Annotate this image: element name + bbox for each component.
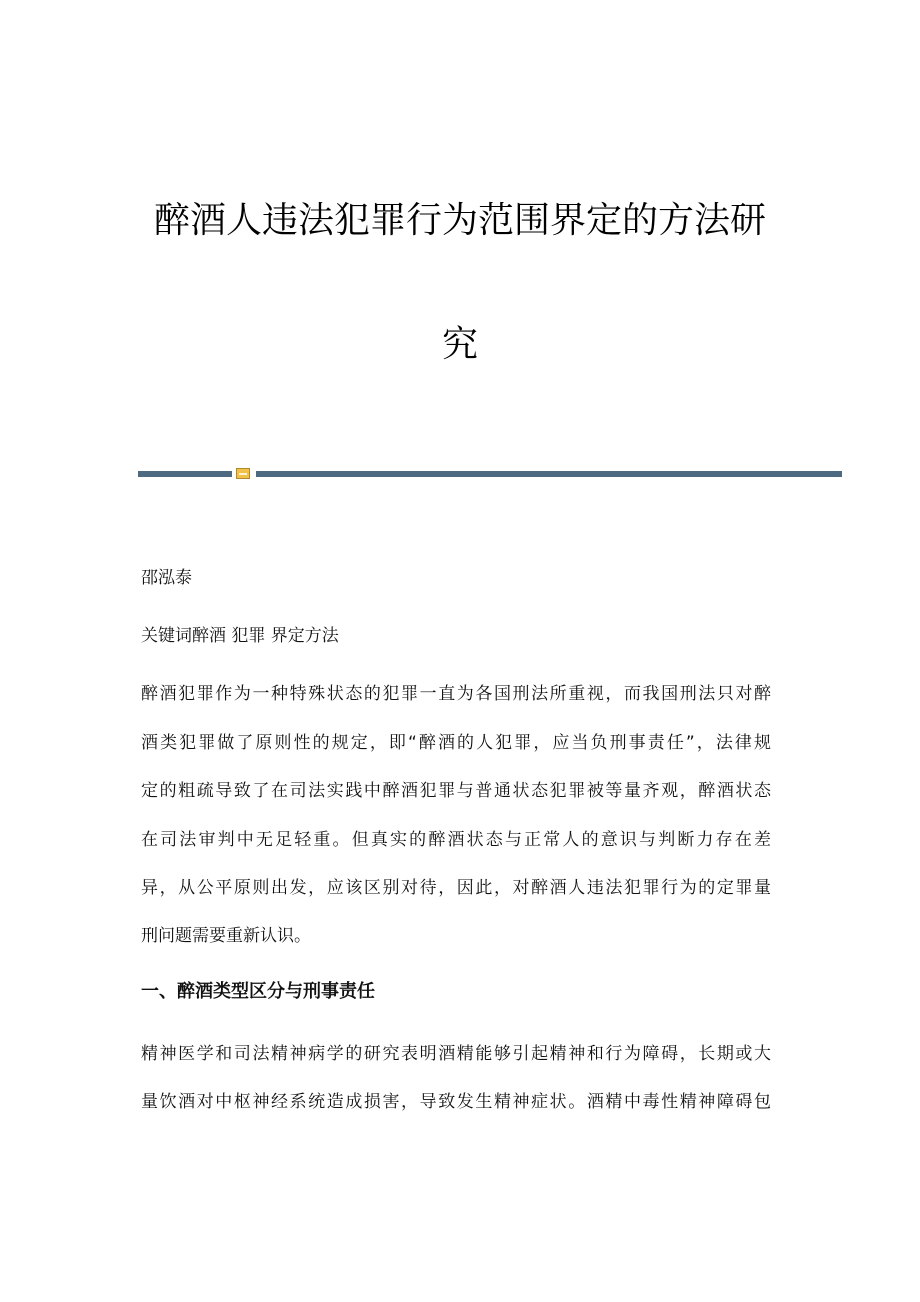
paragraph-1-line: 定的粗疏导致了在司法实践中醉酒犯罪与普通状态犯罪被等量齐观，醉酒状态 [141,781,771,801]
paragraph-1-line: 刑问题需要重新认识。 [141,926,311,946]
section-1-heading: 一、醉酒类型区分与刑事责任 [141,981,375,1002]
author-name: 邵泓泰 [141,568,192,588]
paragraph-1-line: 醉酒犯罪作为一种特殊状态的犯罪一直为各国刑法所重视，而我国刑法只对醉 [141,684,771,704]
divider-bar-left [138,471,232,477]
page-title-line-1: 醉酒人违法犯罪行为范围界定的方法研 [153,200,766,241]
paragraph-1-line: 异，从公平原则出发，应该区别对待，因此，对醉酒人违法犯罪行为的定罪量 [141,878,771,898]
title-divider [138,468,842,480]
paragraph-1-line: 酒类犯罪做了原则性的规定，即“醉酒的人犯罪，应当负刑事责任”，法律规 [141,733,771,753]
page-title-line-2: 究 [441,324,478,365]
paragraph-2-line: 量饮酒对中枢神经系统造成损害，导致发生精神症状。酒精中毒性精神障碍包 [141,1092,771,1112]
paragraph-2-line: 精神医学和司法精神病学的研究表明酒精能够引起精神和行为障碍，长期或大 [141,1044,771,1064]
divider-bar-right [256,471,842,477]
paragraph-1-line: 在司法审判中无足轻重。但真实的醉酒状态与正常人的意识与判断力存在差 [141,830,771,850]
divider-envelope-icon [236,468,250,479]
keywords-line: 关键词醉酒 犯罪 界定方法 [141,626,339,646]
